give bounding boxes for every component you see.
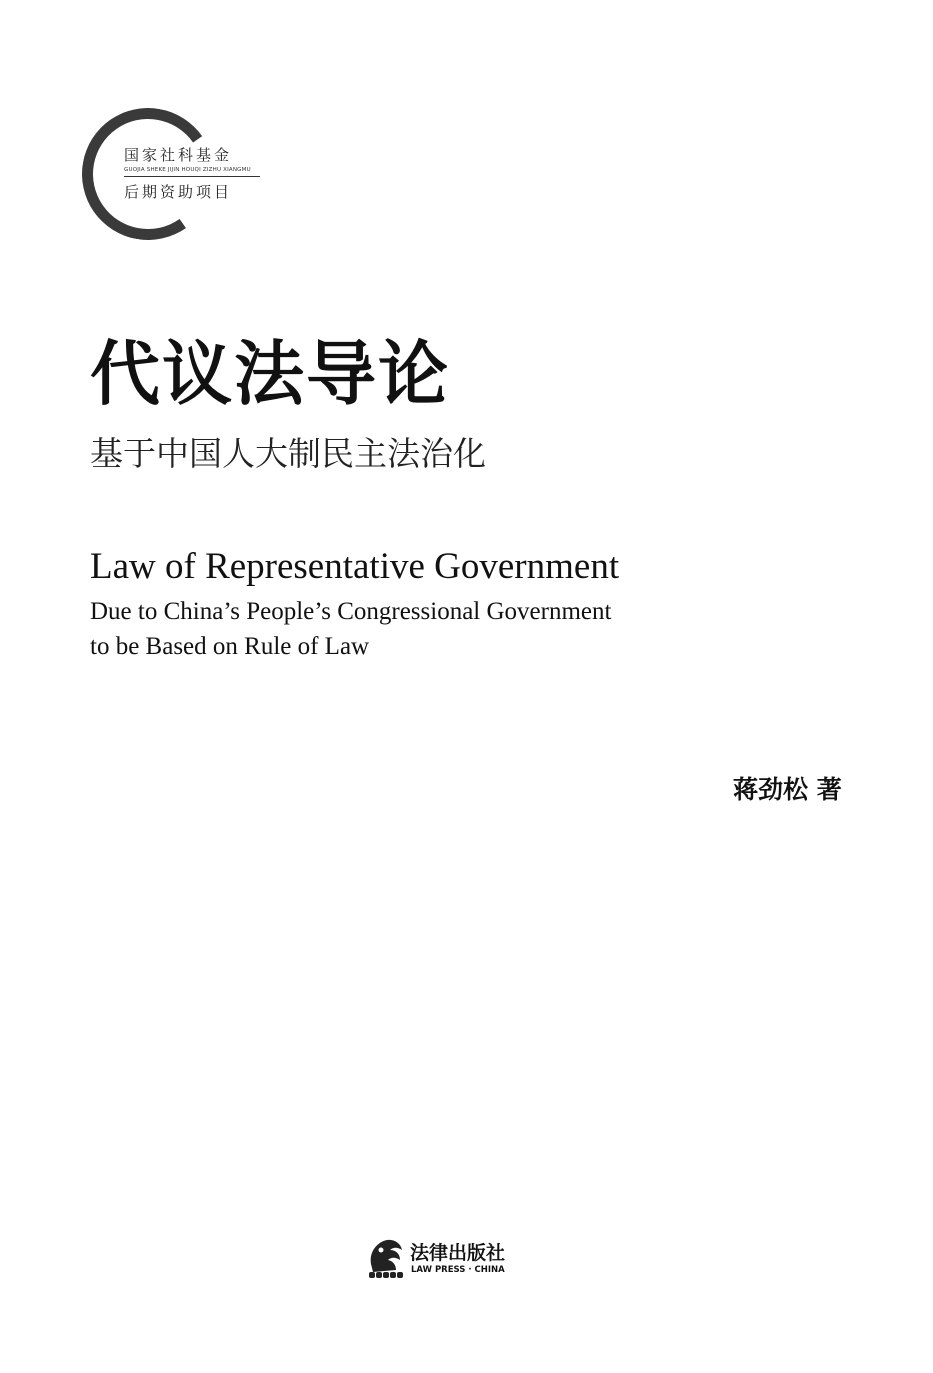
subtitle-english-line-1: Due to China’s People’s Congressional Government [90, 598, 612, 625]
book-title-english: Law of Representative Government [90, 546, 620, 587]
publisher-name-chinese: 法律出版社 [410, 1242, 506, 1264]
publisher-name-english: LAW PRESS · CHINA [411, 1265, 505, 1275]
badge-line-1: 国家社科基金 [124, 146, 233, 164]
book-subtitle-chinese: 基于中国人大制民主法治化 [90, 434, 486, 473]
author: 蒋劲松 著 [733, 775, 842, 804]
publisher-logo-icon [365, 1234, 407, 1280]
subtitle-english-line-2: to be Based on Rule of Law [90, 633, 370, 660]
badge-line-2: 后期资助项目 [124, 183, 233, 201]
badge-pinyin: GUOJIA SHEKE JIJIN HOUQI ZIZHU XIANGMU [124, 167, 260, 177]
badge-text [124, 144, 260, 202]
book-subtitle-english [90, 594, 611, 664]
funding-badge [82, 108, 262, 240]
publisher-mark [365, 1234, 525, 1282]
book-title-chinese: 代议法导论 [90, 332, 450, 415]
